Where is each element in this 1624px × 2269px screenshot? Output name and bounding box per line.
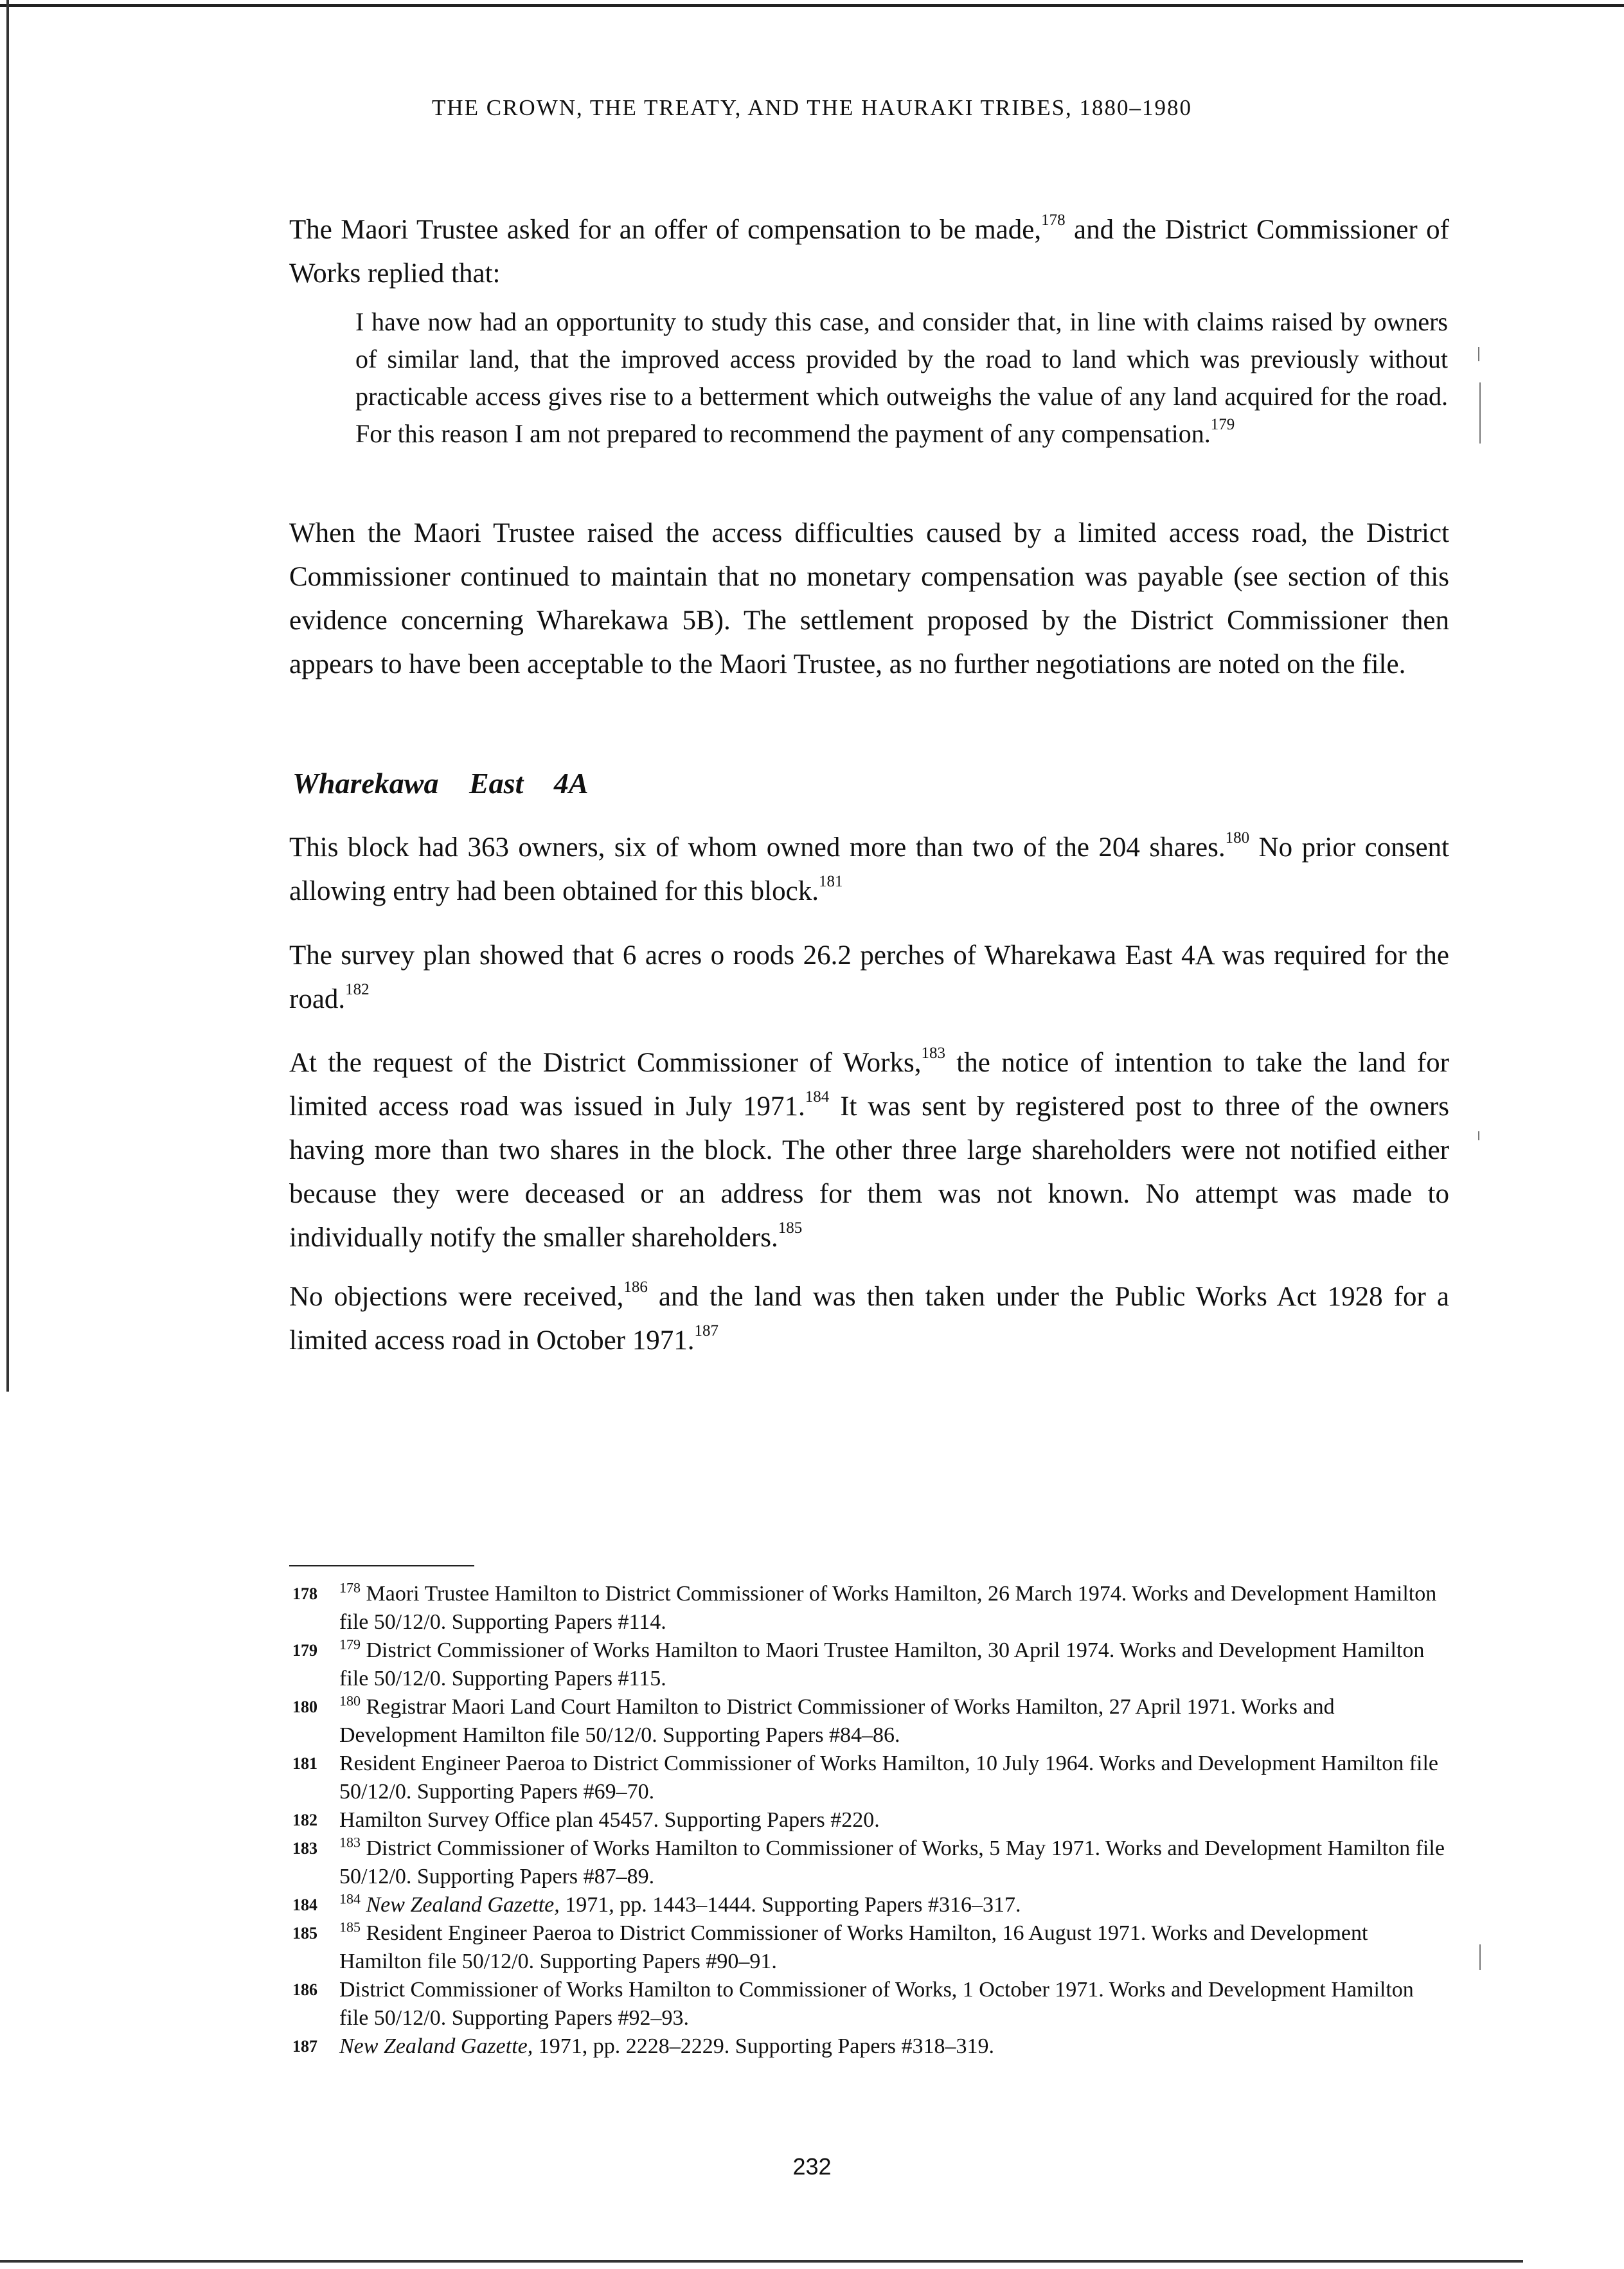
paragraph-text: It was sent by registered post to three of the owners having more than two shares in the block. The other three large shareholders were not notified either because they were deceased or an address for them was not known. No attempt was made to individually notify the smaller shareholders.	[289, 1091, 1449, 1253]
footnote-inline-number: 179	[339, 1636, 361, 1653]
footnote-text: District Commissioner of Works Hamilton to Maori Trustee Hamilton, 30 April 1974. Works and Development Hamilton file 50/12/0. Supporting Papers #115.	[339, 1638, 1425, 1691]
footnote-text: District Commissioner of Works Hamilton to Commissioner of Works, 5 May 1971. Works and Development Hamilton file 50/12/0. Supporting Papers #87–89.	[339, 1836, 1445, 1888]
footnote-rule	[289, 1565, 474, 1566]
footnote	[289, 1580, 1446, 1637]
footnote-text: District Commissioner of Works Hamilton to Commissioner of Works, 1 October 1971. Works and Development Hamilton file 50/12/0. Supporting Papers #92–93.	[339, 1978, 1414, 2030]
footnote	[289, 1976, 1446, 2032]
paragraph-text: No objections were received,	[289, 1282, 624, 1312]
paragraph-4	[289, 934, 1449, 1021]
footnote-ref[interactable]: 184	[805, 1088, 830, 1106]
paragraph-2	[289, 512, 1449, 686]
footnote-number: 184	[292, 1896, 317, 1914]
footnote-ref[interactable]: 181	[818, 872, 843, 890]
footnote	[289, 1891, 1446, 1919]
footnote-number: 179	[292, 1641, 317, 1660]
footnote	[289, 1834, 1446, 1891]
quote-text: I have now had an opportunity to study this case, and consider that, in line with claims raised by owners of similar land, that the improved access provided by the road to land which was previously without practicable access gives rise to a betterment which outweighs the value of any land acquired for the road. For this reason I am not prepared to recommend the payment of any compensation.	[355, 307, 1448, 448]
footnote-ref[interactable]: 186	[623, 1278, 648, 1296]
footnote-text: 1971, pp. 2228–2229. Supporting Papers #318–319.	[533, 2034, 995, 2058]
footnote-number: 185	[292, 1924, 317, 1942]
footnote	[289, 1637, 1446, 1693]
footnote-title: New Zealand Gazette,	[366, 1893, 560, 1917]
scan-mark	[1479, 1944, 1481, 1970]
scan-edge-bottom	[0, 2260, 1523, 2263]
paragraph-text: The Maori Trustee asked for an offer of compensation to be made,	[289, 215, 1042, 245]
footnote-ref[interactable]: 182	[345, 980, 370, 998]
footnotes	[289, 1580, 1446, 2061]
paragraph-text: the notice of intention to take the land for limited access road was issued in July 1971.	[289, 1048, 1449, 1122]
paragraph-text: At the request of the District Commissioner of Works,	[289, 1048, 922, 1078]
footnote-inline-number: 180	[339, 1692, 361, 1709]
footnote-text: Maori Trustee Hamilton to District Commissioner of Works Hamilton, 26 March 1974. Works and Development Hamilton file 50/12/0. Supporting Papers #114.	[339, 1582, 1437, 1634]
footnote-ref[interactable]: 180	[1225, 829, 1250, 847]
footnote	[289, 1806, 1446, 1834]
footnote	[289, 2032, 1446, 2061]
paragraph-3	[289, 826, 1449, 913]
footnote-inline-number: 183	[339, 1834, 361, 1851]
scan-mark	[1478, 347, 1479, 361]
footnote-number: 178	[292, 1584, 317, 1603]
footnote-inline-number: 185	[339, 1919, 361, 1935]
paragraph-text: and the District Commissioner of Works replied that:	[289, 215, 1449, 289]
footnote-text: Hamilton Survey Office plan 45457. Supporting Papers #220.	[339, 1808, 880, 1832]
paragraph-5	[289, 1041, 1449, 1260]
footnote-number: 181	[292, 1754, 317, 1773]
paragraph-text: The survey plan showed that 6 acres o roods 26.2 perches of Wharekawa East 4A was required for the road.	[289, 940, 1449, 1014]
page-number: 232	[792, 2153, 832, 2180]
footnote-ref[interactable]: 183	[921, 1044, 945, 1062]
paragraph-6	[289, 1275, 1449, 1363]
paragraph-text: No prior consent allowing entry had been obtained for this block.	[289, 832, 1449, 906]
paragraph-1	[289, 208, 1449, 296]
footnote-inline-number: 178	[339, 1579, 361, 1596]
footnote	[289, 1693, 1446, 1750]
paragraph-text: This block had 363 owners, six of whom owned more than two of the 204 shares.	[289, 832, 1226, 863]
footnote-text: Resident Engineer Paeroa to District Commissioner of Works Hamilton, 16 August 1971. Works and Development Hamilton file 50/12/0. Supporting Papers #90–91.	[339, 1921, 1368, 1973]
scan-mark	[1478, 1131, 1479, 1140]
footnote-inline-number: 184	[339, 1890, 361, 1907]
footnote-ref[interactable]: 178	[1041, 211, 1066, 229]
footnote-text: Registrar Maori Land Court Hamilton to District Commissioner of Works Hamilton, 27 April 1971. Works and Development Hamilton file 50/12/0. Supporting Papers #84–86.	[339, 1695, 1335, 1747]
running-head: THE CROWN, THE TREATY, AND THE HAURAKI TRIBES, 1880–1980	[431, 95, 1193, 120]
scan-edge-top	[0, 4, 1624, 7]
scan-edge-left	[6, 0, 9, 1392]
footnote-title: New Zealand Gazette,	[339, 2034, 533, 2058]
footnote	[289, 1750, 1446, 1806]
scan-mark	[1479, 382, 1481, 444]
section-heading: Wharekawa East 4A	[292, 767, 589, 800]
footnote-number: 186	[292, 1980, 317, 1999]
footnote-number: 180	[292, 1698, 317, 1716]
footnote-text: 1971, pp. 1443–1444. Supporting Papers #316–317.	[559, 1893, 1021, 1917]
footnote-text: Resident Engineer Paeroa to District Commissioner of Works Hamilton, 10 July 1964. Works and Development Hamilton file 50/12/0. Supporting Papers #69–70.	[339, 1752, 1439, 1804]
paragraph-text: and the land was then taken under the Public Works Act 1928 for a limited access road in October 1971.	[289, 1282, 1450, 1356]
footnote	[289, 1919, 1446, 1976]
footnote-ref[interactable]: 187	[694, 1322, 718, 1340]
footnote-ref[interactable]: 179	[1210, 415, 1235, 433]
footnote-number: 182	[292, 1811, 317, 1829]
block-quote	[355, 303, 1448, 453]
paragraph-text: When the Maori Trustee raised the access difficulties caused by a limited access road, the District Commissioner continued to maintain that no monetary compensation was payable (see section of this evidence concerning Wharekawa 5B). The settlement proposed by the District Commissioner then appears to have been acceptable to the Maori Trustee, as no further negotiations are noted on the file.	[289, 518, 1449, 679]
footnote-number: 187	[292, 2037, 317, 2056]
footnote-number: 183	[292, 1839, 317, 1858]
footnote-ref[interactable]: 185	[778, 1219, 803, 1237]
